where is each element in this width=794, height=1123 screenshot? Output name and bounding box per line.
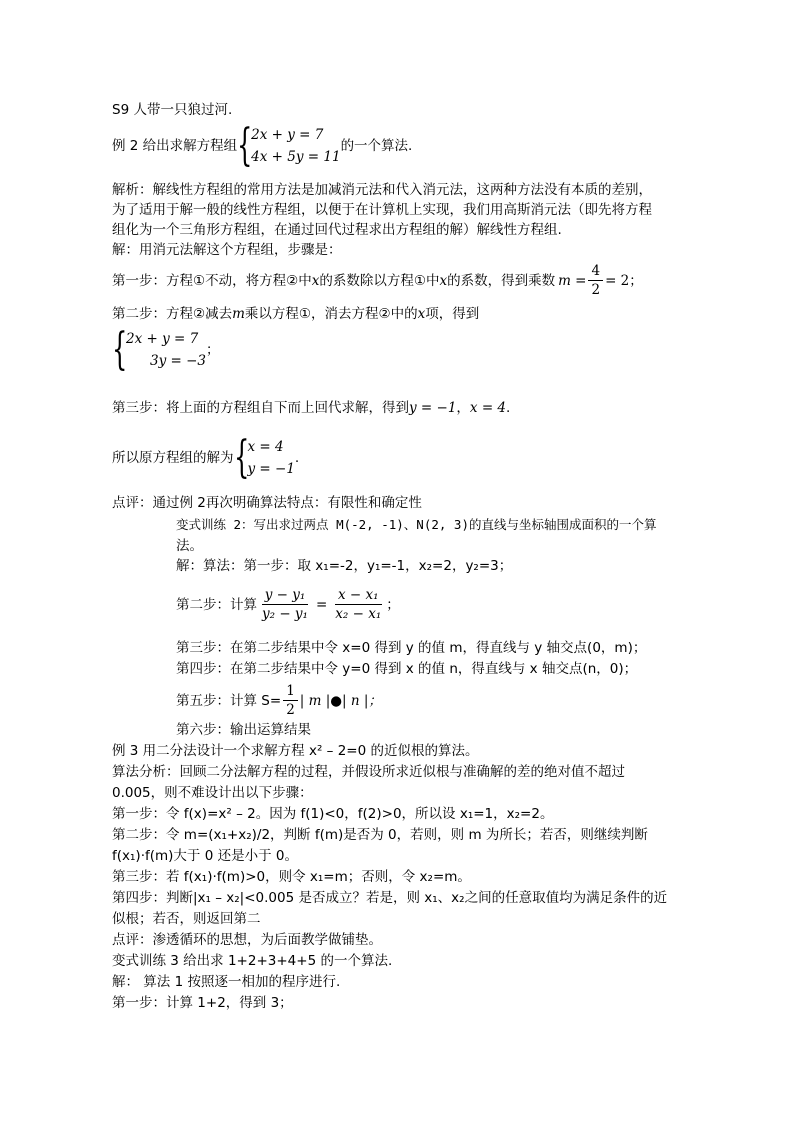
solution-intro: 解：用消元法解这个方程组，步骤是： <box>112 242 342 258</box>
variant-2-solution: 解：算法：第一步：取 x₁=-2，y₁=-1，x₂=2，y₂=3； <box>176 558 513 574</box>
variant-2-step-4: 第四步：在第二步结果中令 y=0 得到 x 的值 n，得直线与 x 轴交点(n，0)； <box>176 661 638 677</box>
example-3: 例 3 用二分法设计一个求解方程 x² – 2=0 的近似根的算法。 <box>112 743 479 759</box>
step-3-line: 第三步：将上面的方程组自下而上回代求解，得到y = −1，x = 4. <box>112 400 511 416</box>
analysis-line-2: 为了适用于解一般的线性方程组，以便于在计算机上实现，我们用高斯消元法（即先将方程 <box>112 202 652 218</box>
variant-2-step-5: 第五步：计算 S= $\frac{1}{2}$ | m |●| n |； <box>176 683 382 718</box>
fraction-x: $\frac{\text{x − x₁}}{\text{x₂ − x₁}}$ <box>335 587 382 622</box>
comment-1: 点评：通过例 2再次明确算法特点：有限性和确定性 <box>112 495 422 511</box>
step-2-line: 第二步：方程②减去m乘以方程①，消去方程②中的x项，得到 <box>112 306 480 322</box>
s9-line: S9 人带一只狼过河. <box>112 102 233 118</box>
analysis-line-3: 组化为一个三角形方程组，在通过回代过程求出方程组的解）解线性方程组. <box>112 222 562 238</box>
variant-3-step-1: 第一步：计算 1+2，得到 3； <box>112 995 293 1011</box>
triangular-system: { 2x + y = 7 3y = −3 ； <box>112 324 220 375</box>
variant-2-step-3: 第三步：在第二步结果中令 x=0 得到 y 的值 m，得直线与 y 轴交点(0，m)； <box>176 640 647 656</box>
equation-2: 4x + 5y = 11 <box>251 149 341 165</box>
solution-x: x = 4 <box>247 439 284 455</box>
variant-2-line-1: 变式训练 2：写出求过两点 M(-2, -1)、N(2, 3)的直线与坐标轴围成面积的一个算 <box>176 517 657 532</box>
example-2-system: { 2x + y = 7 4x + 5y = 11 <box>237 120 341 171</box>
variant-3: 变式训练 3 给出求 1+2+3+4+5 的一个算法. <box>112 953 393 969</box>
variant-2-line-2: 法。 <box>176 538 203 554</box>
analysis-line-1: 解析：解线性方程组的常用方法是加减消元法和代入消元法，这两种方法没有本质的差别， <box>112 182 652 198</box>
solution-line: 所以原方程组的解为 { x = 4 y = −1 . <box>112 432 300 483</box>
example-3-analysis-1: 算法分析：回顾二分法解方程的过程，并假设所求近似根与准确解的差的绝对值不超过 <box>112 764 625 780</box>
step-1-line: 第一步：方程①不动，将方程②中 x 的系数除以方程①中 x 的系数，得到乘数 m = $\frac{4}{2}$ = 2； <box>112 263 643 298</box>
tri-equation-1: 2x + y = 7 <box>126 331 199 347</box>
variant-2-step-6: 第六步：输出运算结果 <box>176 722 311 738</box>
example-2-line <box>112 120 413 171</box>
example-2-suffix: 的一个算法. <box>340 138 413 154</box>
example-3-step-4a: 第四步：判断|x₁ – x₂|<0.005 是否成立？若是，则 x₁、x₂之间的任意取值均为满足条件的近 <box>112 890 668 906</box>
example-3-analysis-2: 0.005，则不难设计出以下步骤： <box>112 785 313 801</box>
example-2-prefix: 例 2 给出求解方程组 <box>112 138 238 154</box>
fraction-y: $\frac{\text{y − y₁}}{\text{y₂ − y₁}}$ <box>262 587 308 622</box>
example-3-step-4b: 似根；若否，则返回第二 <box>112 911 261 927</box>
tri-equation-2: 3y = −3 <box>150 353 207 369</box>
example-3-step-1: 第一步：令 f(x)=x² – 2。因为 f(1)<0，f(2)>0，所以设 x₁=1，x₂=2。 <box>112 806 554 822</box>
example-3-step-3: 第三步：若 f(x₁)·f(m)>0，则令 x₁=m；否则，令 x₂=m。 <box>112 869 471 885</box>
comment-2: 点评：渗透循环的思想，为后面教学做铺垫。 <box>112 932 382 948</box>
example-3-step-2a: 第二步：令 m=(x₁+x₂)/2，判断 f(m)是否为 0，若则，则 m 为所长；若否，则继续判断 <box>112 827 648 843</box>
solution-y: y = −1 <box>247 461 295 477</box>
equation-1: 2x + y = 7 <box>251 127 324 143</box>
fraction-4-over-2: $\frac{4}{2}$ <box>588 262 603 299</box>
example-3-step-2b: f(x₁)·f(m)大于 0 还是小于 0。 <box>112 848 298 864</box>
fraction-half: $\frac{1}{2}$ <box>283 682 298 719</box>
variant-2-step-2: 第二步：计算 $\frac{\text{y − y₁}}{\text{y₂ − y₁}}$ = $\frac{\text{x − x₁}}{\text{x₂ − x₁}}$ ； <box>176 587 400 622</box>
variant-3-solution: 解： 算法 1 按照逐一相加的程序进行. <box>112 974 341 990</box>
